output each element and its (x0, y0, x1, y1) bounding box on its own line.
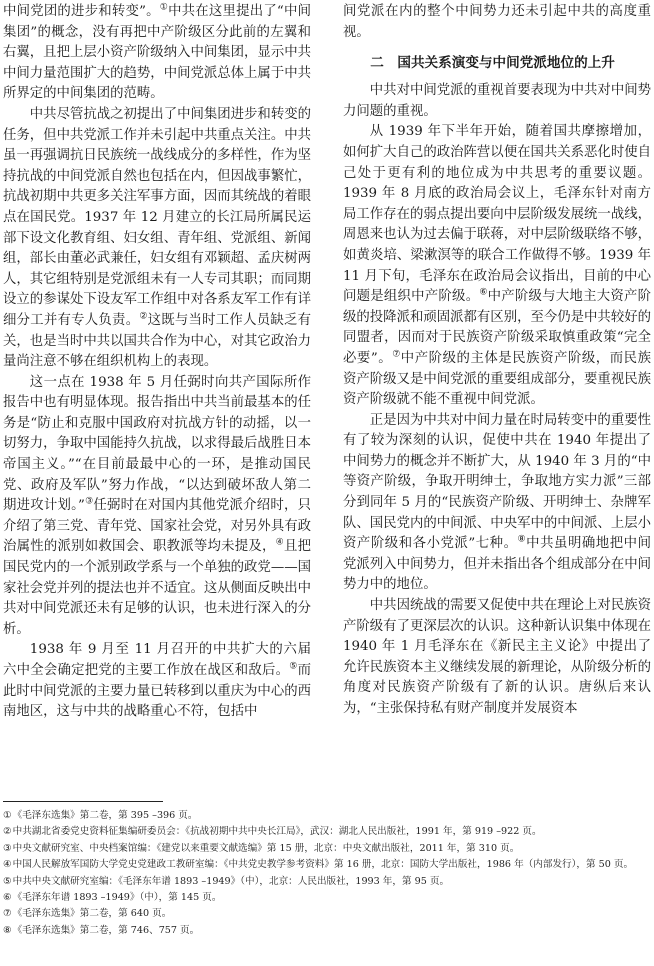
footnote-ref[interactable]: ⑤ (289, 661, 298, 672)
footnote-item (3, 923, 651, 939)
paragraph (343, 122, 651, 410)
paragraph-text: 这一点在 1938 年 5 月任弼时向共产国际所作报告中也有明显体现。报告指出中共当前最基本的任务是“防止和克服中国政府对抗战方针的动摇，以一切努力，争取中国能持久抗战，以求得最后战胜日本帝国主义。”“在目前最最中心的一环，是推动国民党、政府及军队”努力作战，“以达到破坏敌人第二期进攻计划。” (3, 374, 311, 514)
paragraph (343, 81, 651, 122)
footnote-item (3, 906, 651, 922)
paragraph-text: 间党派在内的整个中间势力还未引起中共的高度重视。 (343, 4, 651, 40)
paragraph-text: 中产阶级的主体是民族资产阶级，而民族资产阶级又是中间党派的重要组成部分，要重视民族资产阶级就不能不重视中间党派。 (343, 350, 651, 408)
paragraph-text: 正是因为中共对中间力量在时局转变中的重要性有了较为深刻的认识，促使中共在 1940 年提出了中间势力的概念并不断扩大，从 1940 年 3 月的“中等资产阶级，争取开明绅士，争取地方实力派”三部分到同年 5 月的“民族资产阶级、开明绅士、杂牌军队、国民党内的中间派、中央军中的中间派、上层小资产阶级和各小党派”七种。 (343, 412, 651, 552)
footnote-text: 《毛泽东选集》第二卷，第 640 页。 (12, 908, 172, 920)
footnote-number: ③ (3, 842, 12, 854)
footnote-ref[interactable]: ⑦ (392, 349, 401, 360)
paragraph (343, 411, 651, 596)
right-column (343, 2, 651, 720)
left-column (3, 2, 311, 723)
footnote-item (3, 857, 651, 873)
footnote-item (3, 824, 651, 840)
section-heading: 二 国共关系演变与中间党派地位的上升 (370, 55, 615, 72)
footnote-item (3, 808, 651, 824)
footnote-number: ⑦ (3, 908, 12, 920)
footnote-ref[interactable]: ⑥ (479, 287, 488, 298)
footnote-text: 中共湖北省委党史资料征集编研委员会：《抗战初期中共中央长江局》，武汉：湖北人民出版社，1991 年，第 919 –922 页。 (12, 826, 542, 838)
footnote-number: ⑥ (3, 892, 12, 904)
footnotes (3, 808, 651, 939)
paragraph-text: 这既与当时工作人员缺乏有关，也是当时中共以国共合作为中心，对其它政治力量尚注意不够在组织机构上的表现。 (3, 312, 311, 370)
footnote-ref[interactable]: ⑧ (517, 534, 527, 545)
footnote-text: 《毛泽东选集》第二卷，第 746、757 页。 (12, 924, 200, 936)
paragraph-text: 中间党团的进步和转变”。 (3, 4, 160, 19)
paragraph (3, 2, 311, 105)
footnote-item (3, 841, 651, 857)
paragraph (343, 2, 651, 43)
footnote-ref[interactable]: ① (159, 2, 169, 13)
footnote-number: ② (3, 826, 12, 838)
footnote-number: ④ (3, 859, 12, 871)
footnote-item (3, 874, 651, 890)
footnote-text: 中央文献研究室、中央档案馆编：《建党以来重要文献选编》第 15 册，北京：中央文献出版社，2011 年，第 310 页。 (12, 842, 520, 854)
footnote-ref[interactable]: ③ (84, 496, 94, 507)
paragraph-text: 中共虽明确地把中间党派列入中间势力，但并未指出各个组成部分在中间势力中的地位。 (343, 536, 651, 593)
footnote-divider (3, 801, 163, 802)
paragraph-text: 中共在这里提出了“中间集团”的概念，没有再把中产阶级区分此前的左翼和右翼，且把上层小资产阶级纳入中间集团，显示中共中间力量范围扩大的趋势，中间党派总体上属于中共所界定的中间集团的范畴。 (3, 4, 311, 102)
paragraph-text: 中共因统战的需要又促使中共在理论上对民族资产阶级有了更深层次的认识。这种新认识集中体现在 1940 年 1 月毛泽东在《新民主主义论》中提出了允许民族资本主义继续发展的新理论，从阶级分析的角度对民族资产阶级有了新的认识。唐纵后来认为，“主张保持私有财产制度并发展资本 (343, 598, 651, 716)
footnote-text: 中国人民解放军国防大学党史党建政工教研室编：《中共党史教学参考资料》第 16 册，北京：国防大学出版社，1986 年（内部发行），第 50 页。 (12, 859, 634, 871)
paragraph-text: 从 1939 年下半年开始，随着国共摩擦增加，如何扩大自己的政治阵营以便在国共关系恶化时使自己处于更有利的地位成为中共思考的重要议题。1939 年 8 月底的政治局会议上，毛泽东针对南方局工作存在的弱点提出要向中层阶级发展统一战线，周恩来也认为过去偏于联蒋，对中层阶级联络不够，如黄炎培、梁漱溟等的联合工作做得不够。1939 年 11 月下旬，毛泽东在政治局会议指出，目前的中心问题是组织中产阶级。 (343, 124, 651, 305)
footnote-number: ① (3, 810, 12, 821)
footnote-ref[interactable]: ② (139, 311, 148, 322)
footnote-number: ⑤ (3, 875, 12, 887)
paragraph-text: 任弼时在对国内其他党派介绍时，只介绍了第三党、青年党、国家社会党，对另外具有政治属性的派别如救国会、职教派等均未提及， (3, 498, 311, 555)
footnote-text: 中共中央文献研究室编：《毛泽东年谱 1893 –1949》（中），北京：人民出版社，1993 年，第 95 页。 (12, 875, 450, 887)
footnote-item (3, 890, 651, 906)
paragraph (3, 373, 311, 641)
paragraph (3, 640, 311, 722)
paragraph (343, 596, 651, 720)
footnote-text: 《毛泽东年谱 1893 –1949》（中），第 145 页。 (12, 892, 222, 904)
footnote-text: 《毛泽东选集》第二卷，第 395 –396 页。 (12, 810, 198, 821)
paragraph-text: 而此时中间党派的主要力量已转移到以重庆为中心的西南地区，这与中共的战略重心不符，包括中 (3, 663, 311, 720)
footnote-ref[interactable]: ④ (275, 537, 284, 548)
paragraph-text: 中共尽管抗战之初提出了中间集团进步和转变的任务，但中共党派工作并未引起中共重点关注。中共虽一再强调抗日民族统一战线成分的多样性，作为坚持抗战的中间党派自然也包括在内，但因战事繁忙，抗战初期中共更多关注军事方面，因而其统战的着眼点在国民党。1937 年 12 月建立的长江局所属民运部下设文化教育组、妇女组、青年组、党派组、新闻组，部长由董必武兼任，妇女组有邓颖超、孟庆树两人，其它组特别是党派组未有一人专司其职；而同期设立的参谋处下设友军工作组中对各系友军工作有详细分工并有专人负责。 (3, 106, 311, 328)
paragraph (3, 105, 311, 373)
paragraph-text: 中产阶级与大地主大资产阶级的投降派和顽固派都有区别，至今仍是中共较好的同盟者，因而对于民族资产阶级采取慎重政策“完全必要”。 (343, 289, 651, 366)
paragraph-text: 且把国民党内的一个派别政学系与一个单独的政党——国家社会党并列的提法也并不适宜。这从侧面反映出中共对中间党派还未有足够的认识，也未进行深入的分析。 (3, 539, 311, 637)
paragraph-text: 1938 年 9 月至 11 月召开的中共扩大的六届六中全会确定把党的主要工作放在战区和敌后。 (3, 642, 311, 678)
footnote-number: ⑧ (3, 924, 12, 936)
paragraph-text: 中共对中间党派的重视首要表现为中共对中间势力问题的重视。 (343, 83, 651, 119)
